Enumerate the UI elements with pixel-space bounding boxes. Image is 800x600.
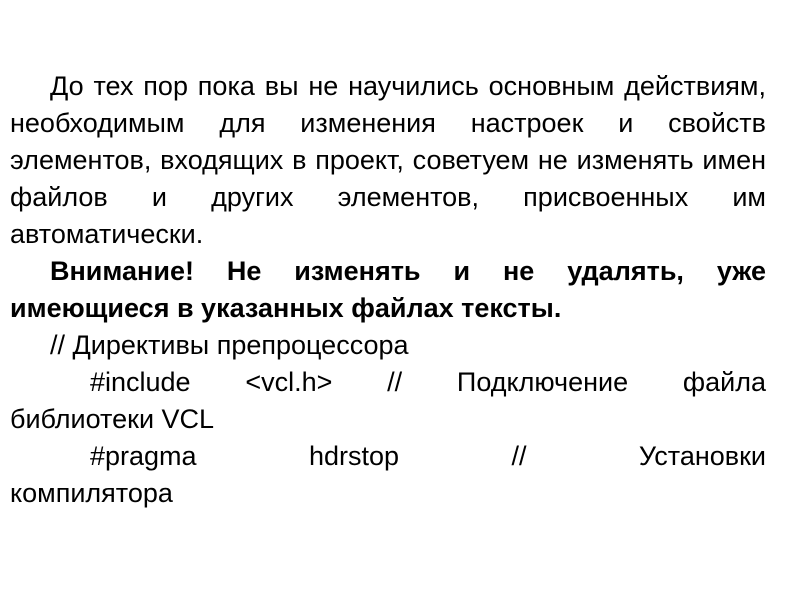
pragma-directive-line: #pragma hdrstop // Установки [90, 441, 766, 471]
include-directive-line: #include <vcl.h> // Подключение файла [90, 367, 766, 397]
warning-paragraph: Внимание! Не изменять и не удалять, уже имеющиеся в указанных файлах тексты. [10, 256, 766, 323]
directives-comment: // Директивы препроцессора [50, 330, 409, 360]
document-body [10, 68, 766, 512]
include-directive-continuation: библиотеки VCL [10, 404, 215, 434]
intro-paragraph: До тех пор пока вы не научились основным действиям, необходимым для изменения настроек и свойств элементов, входящих в проект, советуем не изменять имен файлов и других элементов, присвоенных им автоматически. [10, 71, 766, 249]
pragma-directive-continuation: компилятора [10, 478, 173, 508]
